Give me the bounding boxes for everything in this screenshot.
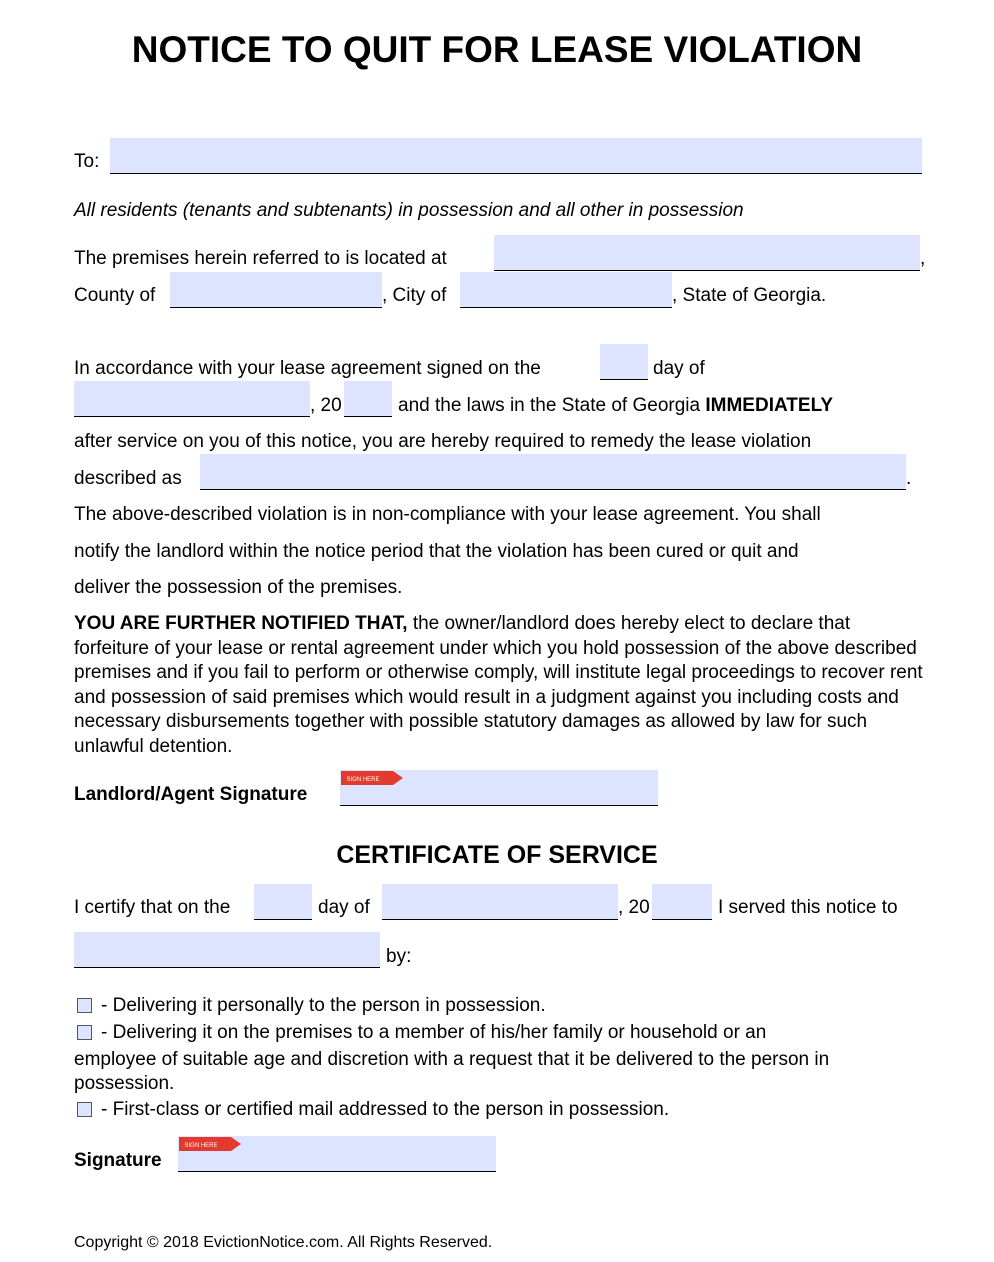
lease-line3: after service on you of this notice, you are hereby required to remedy the lease violation [74, 431, 812, 452]
signature-label: Signature [74, 1150, 162, 1171]
premises-comma: , [920, 248, 926, 269]
lease-month-field[interactable] [74, 381, 310, 417]
to-label: To: [74, 151, 100, 172]
option-personal-label: - Delivering it personally to the person in possession. [101, 995, 546, 1016]
lease-line1: In accordance with your lease agreement signed on the [74, 358, 541, 379]
to-field[interactable] [110, 138, 922, 174]
immediately-text: IMMEDIATELY [705, 395, 834, 416]
city-field[interactable] [460, 272, 672, 308]
service-day-of-label: day of [318, 897, 370, 918]
sign-here-tag-icon [341, 771, 403, 785]
certificate-heading: CERTIFICATE OF SERVICE [336, 841, 658, 869]
lease-year-input[interactable] [344, 381, 392, 416]
premises-label: The premises herein referred to is located at [74, 248, 447, 269]
served-notice-label: I served this notice to [718, 897, 898, 918]
service-day-input[interactable] [254, 884, 312, 919]
county-field[interactable] [170, 272, 382, 308]
violation-description-field[interactable] [200, 454, 906, 490]
certify-label: I certify that on the [74, 897, 231, 918]
served-to-field[interactable] [74, 932, 380, 968]
option-premises-line3: possession. [74, 1073, 175, 1094]
to-input[interactable] [110, 138, 922, 173]
lease-line7: deliver the possession of the premises. [74, 577, 403, 598]
option-premises-label: - Delivering it on the premises to a member of his/her family or household or an [101, 1022, 767, 1043]
service-year-prefix: , 20 [618, 897, 650, 918]
lease-line5: The above-described violation is in non-compliance with your lease agreement. You shall [74, 504, 821, 525]
landlord-signature-label: Landlord/Agent Signature [74, 784, 308, 805]
further-notified-paragraph [74, 612, 924, 759]
option-premises-checkbox[interactable] [77, 1025, 92, 1040]
violation-description-input[interactable] [200, 454, 906, 489]
residents-note: All residents (tenants and subtenants) in possession and all other in possession [74, 200, 744, 221]
service-year-field[interactable] [652, 884, 712, 920]
city-label: , City of [382, 285, 447, 306]
state-label: , State of Georgia. [672, 285, 827, 306]
premises-address-input[interactable] [494, 235, 920, 270]
lease-year-field[interactable] [344, 381, 392, 417]
service-month-input[interactable] [382, 884, 618, 919]
option-mail-label: - First-class or certified mail addressed to the person in possession. [101, 1099, 670, 1120]
lease-month-input[interactable] [74, 381, 310, 416]
lease-line2 [398, 395, 833, 417]
lease-line2-text: and the laws in the State of Georgia [398, 395, 701, 416]
service-day-field[interactable] [254, 884, 312, 920]
served-to-input[interactable] [74, 932, 380, 967]
day-of-label: day of [653, 358, 705, 379]
lease-day-input[interactable] [600, 344, 648, 379]
county-label: County of [74, 285, 156, 306]
premises-address-field[interactable] [494, 235, 920, 271]
service-year-input[interactable] [652, 884, 712, 919]
document-title: NOTICE TO QUIT FOR LEASE VIOLATION [131, 29, 863, 70]
further-notified-text: the owner/landlord does hereby elect to declare that forfeiture of your lease or rental agreement under which you hold possession of the above described premises and if you fail to perform or otherwise comply, will institute legal proceedings to recover rent and possession of said premises which would result in a judgment against you including costs and necessary disbursements together with possible statutory damages as allowed by law for such unlawful detention. [74, 613, 923, 757]
sign-here-tag-icon-2 [179, 1137, 241, 1151]
copyright-notice: Copyright © 2018 EvictionNotice.com. All Rights Reserved. [74, 1234, 493, 1251]
sign-here-text: SIGN HERE [346, 777, 380, 783]
option-premises-line2: employee of suitable age and discretion with a request that it be delivered to the person in [74, 1049, 830, 1070]
sign-here-text-2: SIGN HERE [184, 1143, 218, 1149]
lease-day-field[interactable] [600, 344, 648, 380]
option-mail-checkbox[interactable] [77, 1102, 92, 1117]
described-as-label: described as [74, 468, 182, 489]
service-month-field[interactable] [382, 884, 618, 920]
described-period: . [906, 468, 912, 489]
further-notified-heading: YOU ARE FURTHER NOTIFIED THAT, [74, 613, 408, 634]
county-input[interactable] [170, 272, 382, 307]
year-prefix-label: , 20 [310, 395, 342, 416]
city-input[interactable] [460, 272, 672, 307]
by-label: by: [386, 946, 412, 967]
option-personal-checkbox[interactable] [77, 998, 92, 1013]
lease-line6: notify the landlord within the notice period that the violation has been cured or quit and [74, 541, 799, 562]
